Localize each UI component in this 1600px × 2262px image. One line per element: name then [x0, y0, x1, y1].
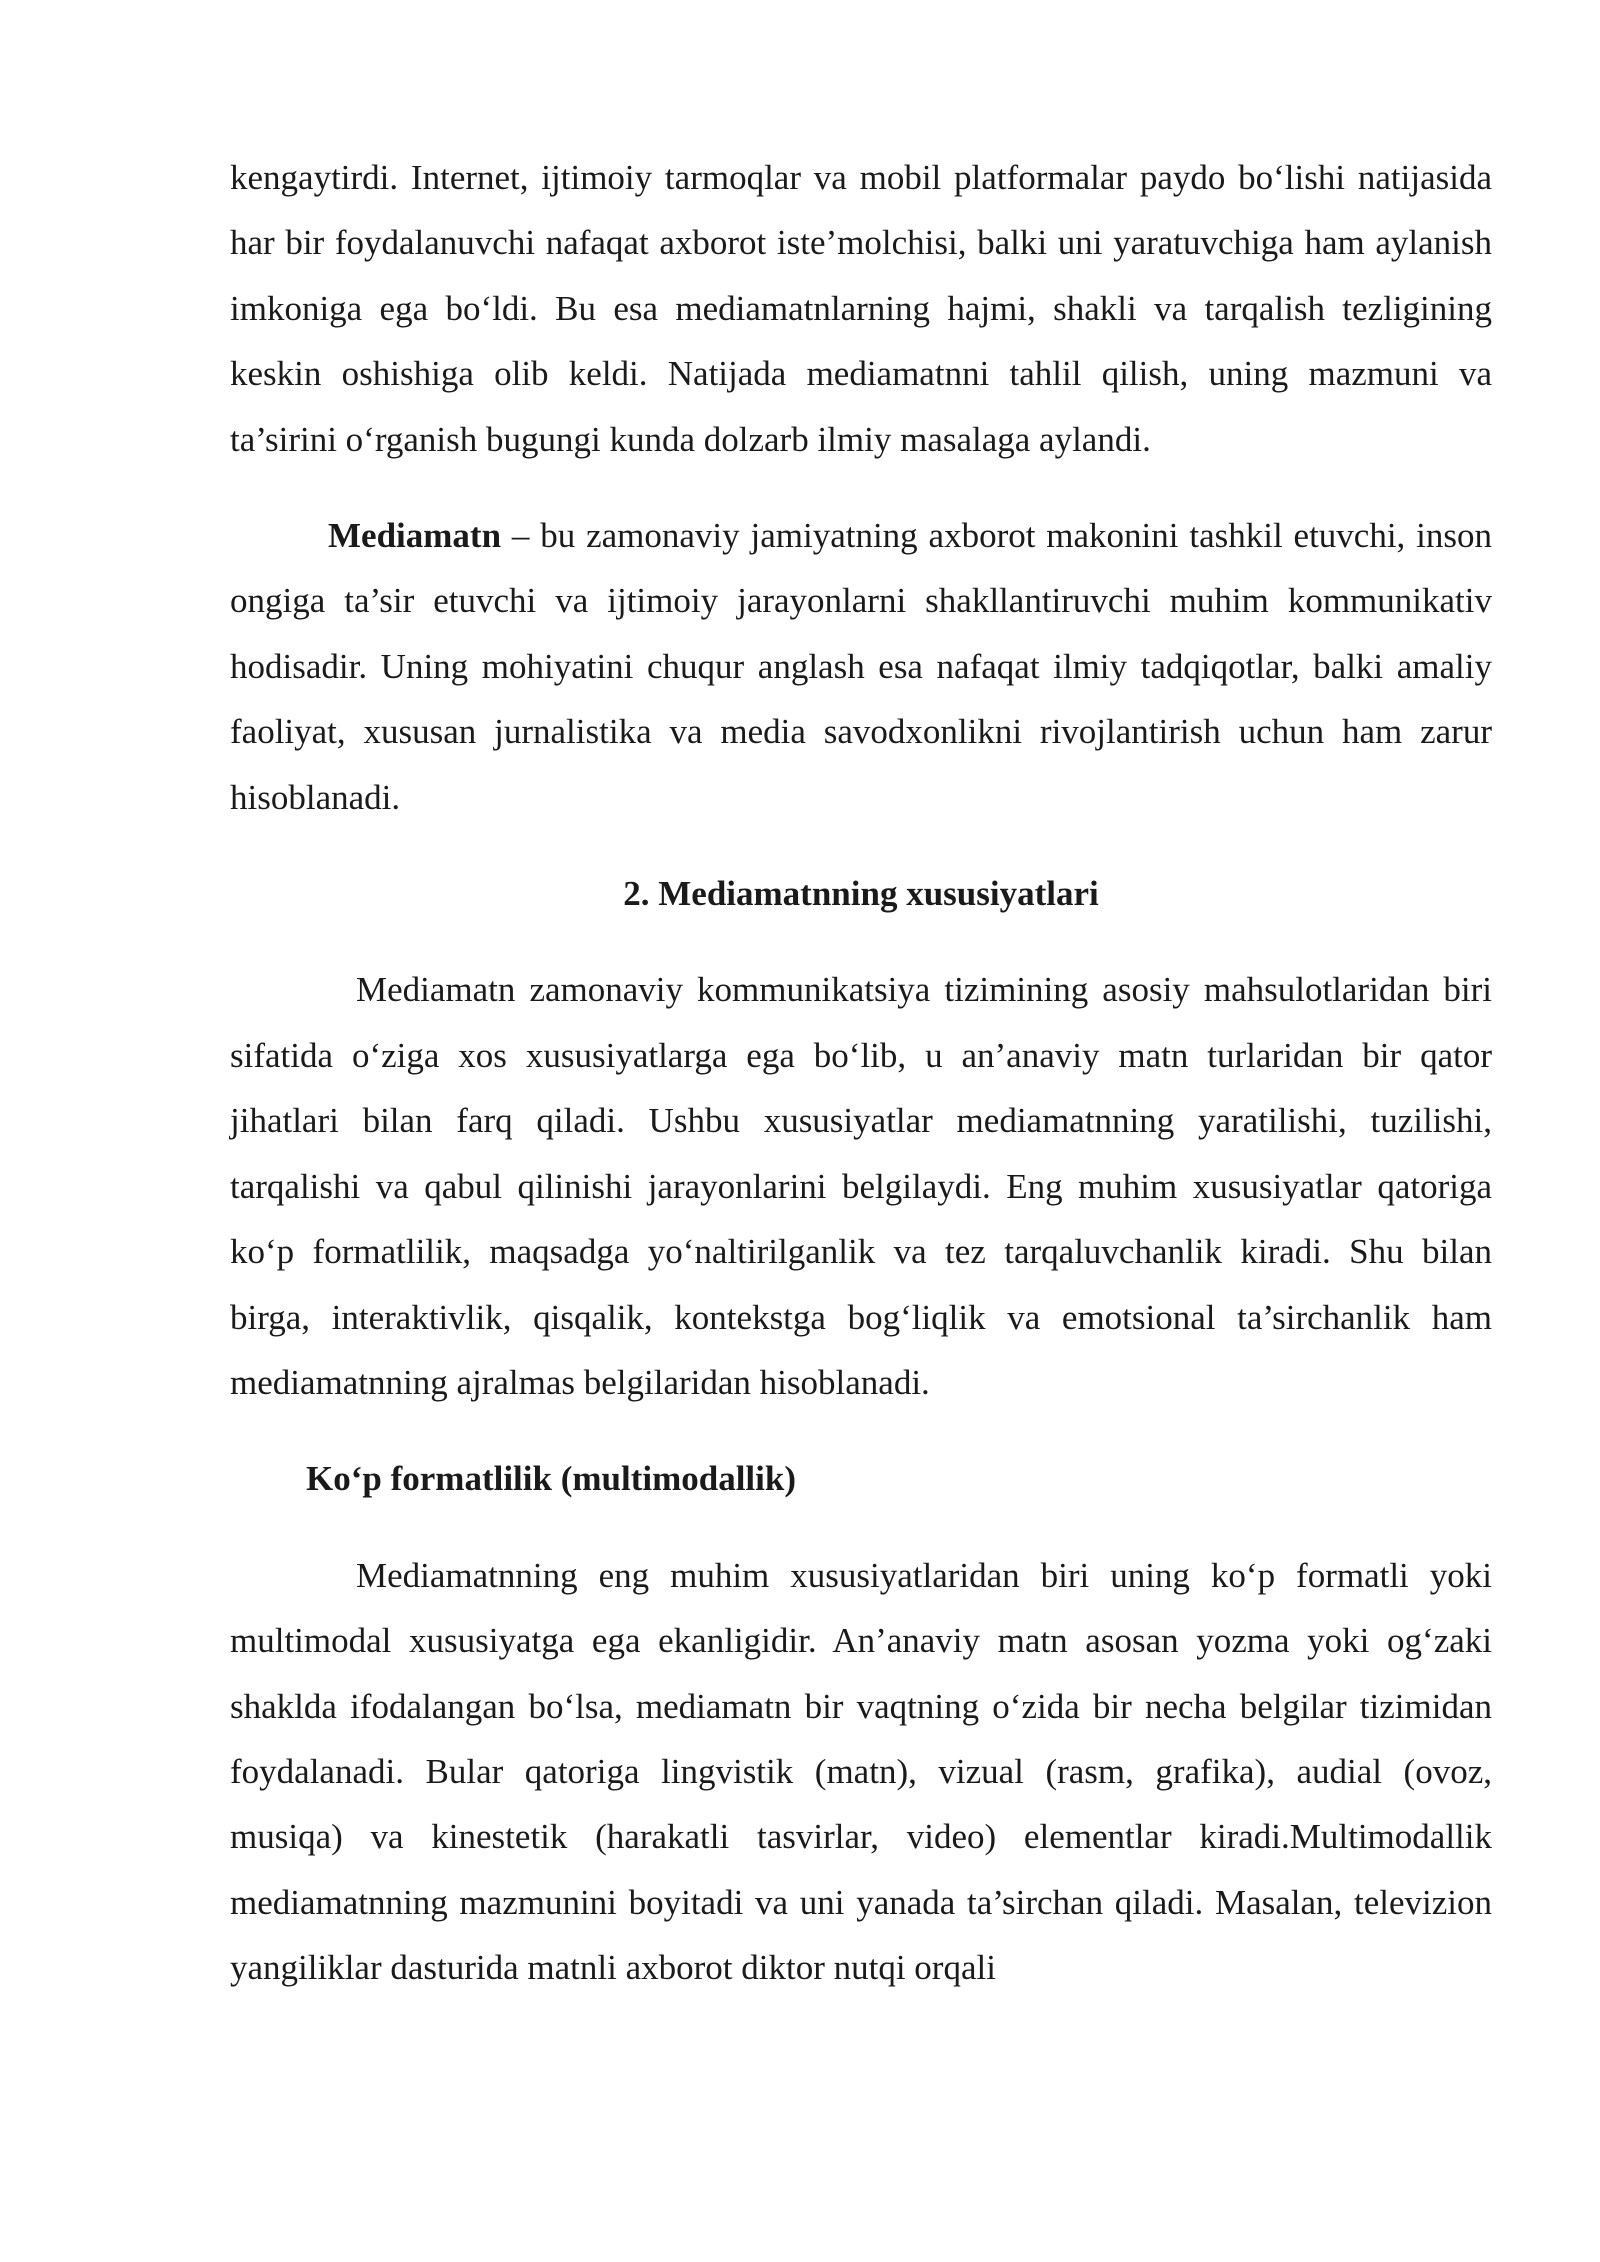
paragraph-features-overview: Mediamatn zamonaviy kommunikatsiya tizimining asosiy mahsulotlaridan biri sifatida o‘ziga xos xususiyatlarga ega bo‘lib, u an’anaviy matn turlaridan bir qator jihatlari bilan farq qiladi. Ushbu xususiyatlar mediamatnning yaratilishi, tuzilishi, tarqalishi va qabul qilinishi jarayonlarini belgilaydi. Eng muhim xususiyatlar qatoriga ko‘p formatlilik, maqsadga yo‘naltirilganlik va tez tarqaluvchanlik kiradi. Shu bilan birga, interaktivlik, qisqalik, kontekstga bog‘liqlik va emotsional ta’sirchanlik ham mediamatnning ajralmas belgilaridan hisoblanadi.: [230, 970, 1492, 1402]
paragraph-multimodality: Mediamatnning eng muhim xususiyatlaridan biri uning ko‘p formatli yoki multimodal xususiyatga ega ekanligidir. An’anaviy matn asosan yozma yoki og‘zaki shaklda ifodalangan bo‘lsa, mediamatn bir vaqtning o‘zida bir necha belgilar tizimidan foydalanadi. Bular qatoriga lingvistik (matn), vizual (rasm, grafika), audial (ovoz, musiqa) va kinestetik (harakatli tasvirlar, video) elementlar kiradi.Multimodallik mediamatnning mazmunini boyitadi va uni yanada ta’sirchan qiladi. Masalan, televizion yangiliklar dasturida matnli axborot diktor nutqi orqali: [230, 1555, 1492, 1988]
subheading-multimodality: Ko‘p formatlilik (multimodallik): [306, 1459, 796, 1499]
definition-text: – bu zamonaviy jamiyatning axborot makonini tashkil etuvchi, inson ongiga ta’sir etuvchi va ijtimoiy jarayonlarni shakllantiruvchi muhim kommunikativ hodisadir. Uning mohiyatini chuqur anglash esa nafaqat ilmiy tadqiqotlar, balki amaliy faoliyat, xususan jurnalistika va media savodxonlikni rivojlantirish uchun ham zarur hisoblanadi.: [230, 516, 1492, 817]
term-mediamatn: Mediamatn: [328, 516, 502, 556]
document-body: [230, 145, 1492, 2001]
paragraph-mediamatn-definition: [230, 503, 1492, 830]
section-heading: 2. Mediamatnning xususiyatlari: [623, 874, 1099, 914]
paragraph-intro-continuation: kengaytirdi. Internet, ijtimoiy tarmoqlar va mobil platformalar paydo bo‘lishi natijasida har bir foydalanuvchi nafaqat axborot iste’molchisi, balki uni yaratuvchiga ham aylanish imkoniga ega bo‘ldi. Bu esa mediamatnlarning hajmi, shakli va tarqalish tezligining keskin oshishiga olib keldi. Natijada mediamatnni tahlil qilish, uning mazmuni va ta’sirini o‘rganish bugungi kunda dolzarb ilmiy masalaga aylandi.: [230, 158, 1492, 459]
